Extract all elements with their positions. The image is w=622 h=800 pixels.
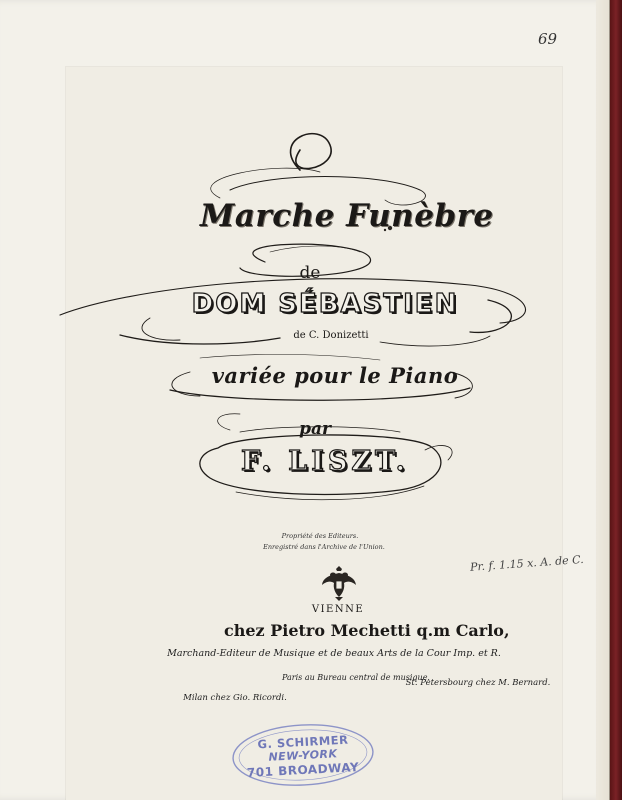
handwritten-price: Pr. f. 1.15 x. A. de C.: [469, 552, 585, 574]
by-label: par: [299, 419, 331, 439]
publisher-description: Marchand-Editeur de Musique et de beaux Arts de la Cour Imp. et R.: [167, 648, 501, 659]
title-main: Marche Funèbre: [200, 198, 494, 234]
opera-title: DOM SÉBASTIEN: [191, 289, 459, 319]
petersbourg-agent: St. Petersbourg chez M. Bernard.: [405, 678, 551, 688]
stamp-line-2: NEW-YORK: [268, 747, 338, 764]
library-stamp: [228, 715, 378, 787]
subtitle: variée pour le Piano: [211, 363, 459, 388]
publisher-name: chez Pietro Mechetti q.m Carlo,: [224, 621, 510, 640]
property-notice: Propriété des Editeurs.: [281, 532, 359, 540]
double-headed-eagle-icon: [319, 563, 359, 603]
author-name: F. LISZT.: [240, 446, 410, 477]
composer-credit: de C. Donizetti: [293, 330, 369, 341]
stamp-line-3: 701 BROADWAY: [246, 760, 360, 780]
stamp-line-1: G. SCHIRMER: [257, 732, 349, 752]
milan-agent: Milan chez Gio. Ricordi.: [183, 693, 287, 703]
title-connector: de: [299, 263, 321, 283]
paris-agent: Paris au Bureau central de musique.: [282, 673, 430, 682]
city: VIENNE: [311, 604, 365, 615]
folio-number: 69: [538, 30, 558, 48]
registration-notice: Enregistré dans l'Archive de l'Union.: [263, 543, 385, 551]
